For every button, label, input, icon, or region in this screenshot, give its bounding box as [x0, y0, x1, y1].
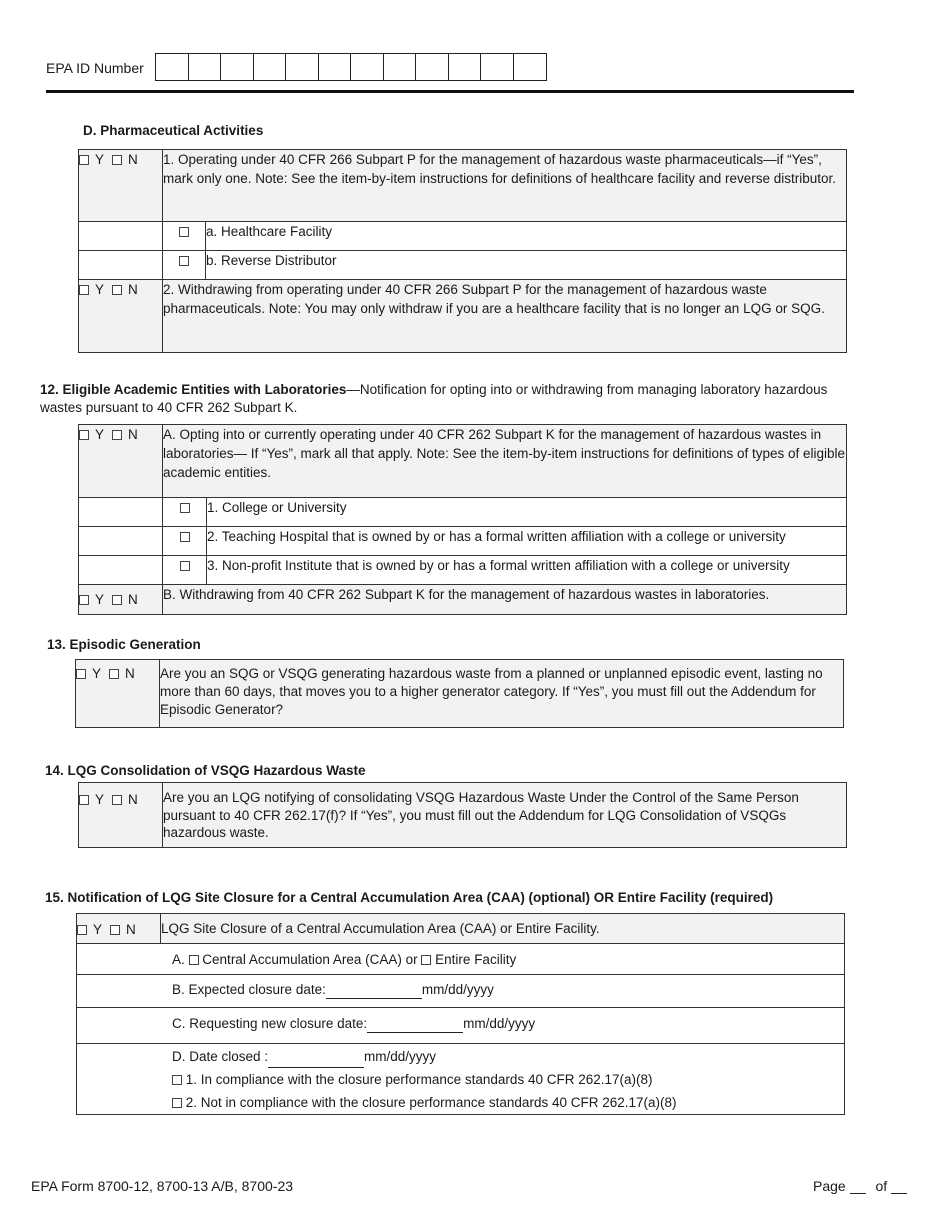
epa-id-digit-box[interactable] [449, 54, 482, 80]
page-number-input[interactable] [850, 1179, 866, 1194]
d1-no-checkbox[interactable] [112, 155, 122, 165]
12b-no-checkbox[interactable] [112, 595, 122, 605]
d2-yes-checkbox[interactable] [79, 285, 89, 295]
15-yes-checkbox[interactable] [77, 925, 87, 935]
d1-yes-checkbox[interactable] [79, 155, 89, 165]
epa-id-boxes[interactable] [155, 53, 547, 81]
12a-no-checkbox[interactable] [112, 430, 122, 440]
section-12-table [78, 424, 847, 615]
15c-row: C. Requesting new closure date: mm/dd/yyyy [77, 1008, 845, 1044]
14-no-checkbox[interactable] [112, 795, 122, 805]
12a-yn: Y N [79, 425, 163, 498]
d2-text: 2. Withdrawing from operating under 40 CFR 266 Subpart P for the management of hazardous waste pharmaceuticals. Note: You may only withdraw if you are a healthcare facility that is no longer an LQG or SQG. [163, 280, 847, 353]
section-15-table [76, 913, 845, 1115]
15a-row: A. Central Accumulation Area (CAA) or Entire Facility [77, 944, 845, 975]
epa-id-digit-box[interactable] [221, 54, 254, 80]
entire-facility-label: Entire Facility [435, 952, 517, 967]
12b-yn: Y N [79, 585, 163, 615]
section-14-title: 14. LQG Consolidation of VSQG Hazardous Waste [45, 763, 366, 778]
new-closure-date-input[interactable] [367, 1018, 463, 1033]
13-no-checkbox[interactable] [109, 669, 119, 679]
15d-row: D. Date closed : mm/dd/yyyy 1. In compliance with the closure performance standards 40 CFR 262.17(a)(8) 2. Not in compliance with the closure performance standards 40 CFR 262.17(a)(8) [77, 1044, 845, 1115]
epa-id-label: EPA ID Number [46, 60, 144, 76]
entire-facility-checkbox[interactable] [421, 955, 431, 965]
section-13-title: 13. Episodic Generation [47, 637, 201, 652]
date-closed-input[interactable] [268, 1053, 364, 1068]
13-yes-checkbox[interactable] [76, 669, 86, 679]
section-15-title: 15. Notification of LQG Site Closure for a Central Accumulation Area (CAA) (optional) OR Entire Facility (required) [45, 890, 774, 905]
d2-no-checkbox[interactable] [112, 285, 122, 295]
page-indicator: Page of [813, 1178, 907, 1194]
epa-id-digit-box[interactable] [481, 54, 514, 80]
teaching-hospital-checkbox[interactable] [180, 532, 190, 542]
epa-id-digit-box[interactable] [384, 54, 417, 80]
nonprofit-institute-label: 3. Non-profit Institute that is owned by or has a formal written affiliation with a college or university [207, 556, 847, 585]
nonprofit-institute-checkbox[interactable] [180, 561, 190, 571]
teaching-hospital-label: 2. Teaching Hospital that is owned by or has a formal written affiliation with a college or university [207, 527, 847, 556]
14-text: Are you an LQG notifying of consolidating VSQG Hazardous Waste Under the Control of the Same Person pursuant to 40 CFR 262.17(f)? If “Yes”, you must fill out the Addendum for LQG Consolidation of VSQGs hazardous waste. [163, 783, 847, 848]
caa-checkbox[interactable] [189, 955, 199, 965]
page-total-input[interactable] [891, 1179, 907, 1194]
not-in-compliance-checkbox[interactable] [172, 1098, 182, 1108]
reverse-distributor-checkbox[interactable] [179, 256, 189, 266]
13-yn: Y N [76, 660, 160, 728]
epa-id-digit-box[interactable] [156, 54, 189, 80]
epa-id-digit-box[interactable] [286, 54, 319, 80]
section-d-table [78, 149, 847, 353]
14-yn: Y N [79, 783, 163, 848]
15-yn: Y N [77, 914, 161, 944]
epa-id-digit-box[interactable] [254, 54, 287, 80]
14-yes-checkbox[interactable] [79, 795, 89, 805]
d1-yn: Y N [79, 150, 163, 222]
15-no-checkbox[interactable] [110, 925, 120, 935]
healthcare-facility-label: a. Healthcare Facility [206, 222, 847, 251]
form-number: EPA Form 8700-12, 8700-13 A/B, 8700-23 [31, 1178, 294, 1194]
13-text: Are you an SQG or VSQG generating hazardous waste from a planned or unplanned episodic event, lasting no more than 60 days, that moves you to a higher generator category. If “Yes”, you must fill out the Addendum for Episodic Generator? [160, 660, 844, 728]
d2-yn: Y N [79, 280, 163, 353]
section-14-table [78, 782, 847, 848]
not-in-compliance-label: 2. Not in compliance with the closure performance standards 40 CFR 262.17(a)(8) [185, 1095, 677, 1110]
section-13-table [75, 659, 844, 728]
healthcare-facility-checkbox[interactable] [179, 227, 189, 237]
reverse-distributor-label: b. Reverse Distributor [206, 251, 847, 280]
12b-text: B. Withdrawing from 40 CFR 262 Subpart K for the management of hazardous wastes in laboratories. [163, 585, 847, 615]
section-12-title: 12. Eligible Academic Entities with Laboratories [40, 382, 347, 397]
d1-text: 1. Operating under 40 CFR 266 Subpart P for the management of hazardous waste pharmaceuticals—if “Yes”, mark only one. Note: See the item-by-item instructions for definitions of healthcare facility and reverse distributor. [163, 150, 847, 222]
12a-yes-checkbox[interactable] [79, 430, 89, 440]
college-university-label: 1. College or University [207, 498, 847, 527]
15b-row: B. Expected closure date: mm/dd/yyyy [77, 975, 845, 1008]
epa-id-digit-box[interactable] [319, 54, 352, 80]
epa-id-digit-box[interactable] [416, 54, 449, 80]
section-d-title: D. Pharmaceutical Activities [83, 123, 264, 138]
15-main-text: LQG Site Closure of a Central Accumulation Area (CAA) or Entire Facility. [161, 914, 845, 944]
epa-id-digit-box[interactable] [351, 54, 384, 80]
in-compliance-label: 1. In compliance with the closure performance standards 40 CFR 262.17(a)(8) [185, 1072, 653, 1087]
college-university-checkbox[interactable] [180, 503, 190, 513]
expected-closure-date-input[interactable] [326, 984, 422, 999]
caa-label: Central Accumulation Area (CAA) or [202, 952, 418, 967]
epa-id-digit-box[interactable] [514, 54, 547, 80]
epa-id-digit-box[interactable] [189, 54, 222, 80]
in-compliance-checkbox[interactable] [172, 1075, 182, 1085]
12a-text: A. Opting into or currently operating under 40 CFR 262 Subpart K for the management of hazardous wastes in laboratories— If “Yes”, mark all that apply. Note: See the item-by-item instructions for definitions of types of eligible academic entities. [163, 425, 847, 498]
section-12-intro: 12. Eligible Academic Entities with Laboratories—Notification for opting into or withdrawing from managing laboratory hazardous wastes pursuant to 40 CFR 262 Subpart K. [40, 382, 828, 415]
12b-yes-checkbox[interactable] [79, 595, 89, 605]
header-rule [46, 90, 854, 93]
